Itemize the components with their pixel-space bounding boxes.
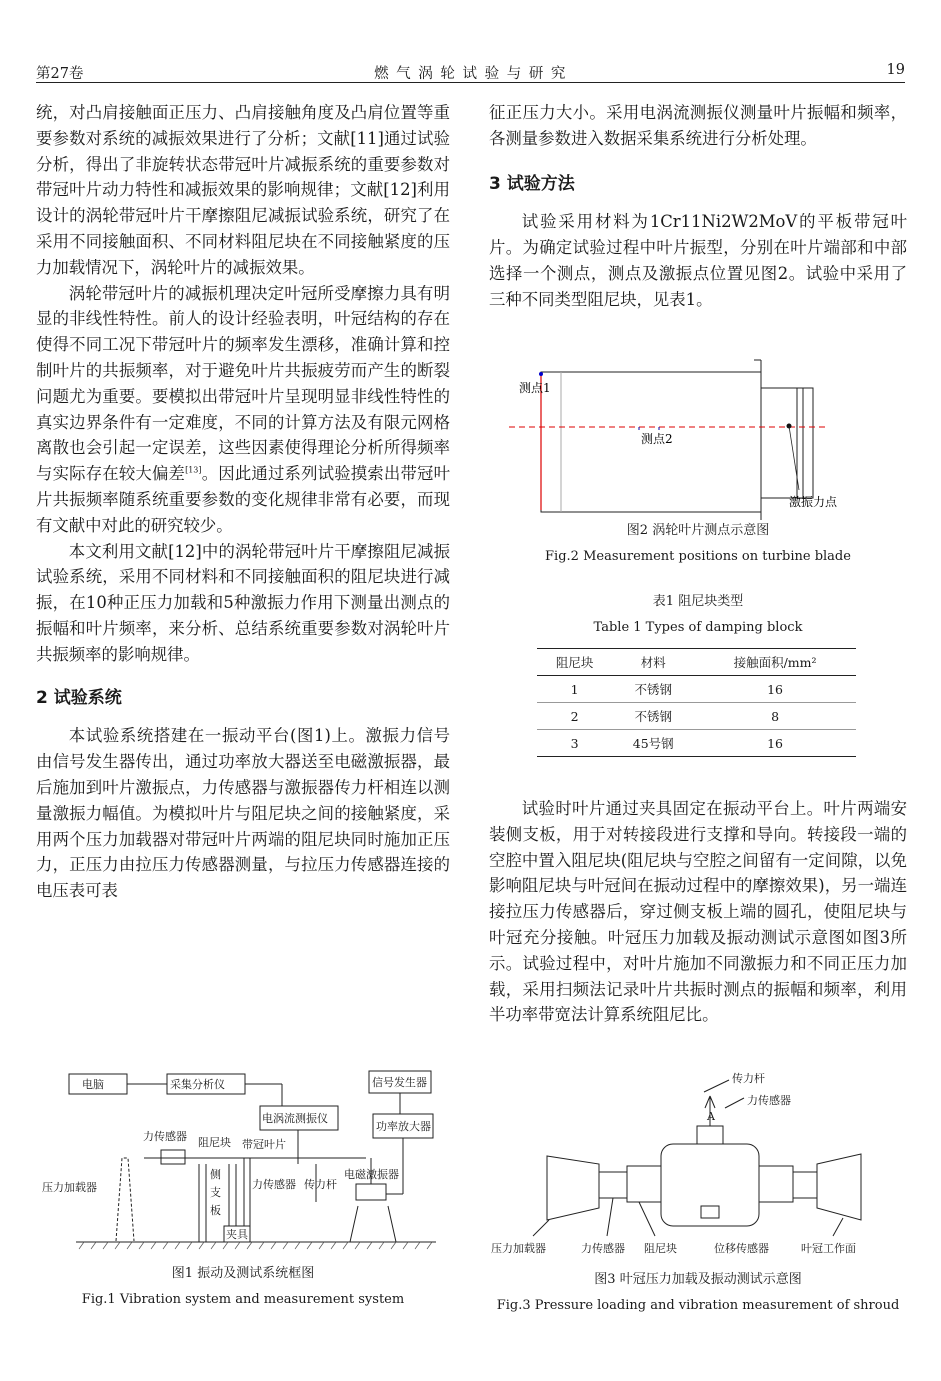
left-loader-shape xyxy=(547,1156,599,1220)
label-press-loader: 压力加载器 xyxy=(491,1242,546,1255)
figure-1-system-diagram xyxy=(36,1066,456,1256)
figure-3-caption xyxy=(489,1270,907,1316)
displacement-sensor xyxy=(701,1206,719,1218)
table-cell: 3 xyxy=(537,730,612,757)
table-1 xyxy=(537,648,856,757)
left-damper xyxy=(627,1166,661,1202)
running-header xyxy=(36,62,905,83)
table-cell: 8 xyxy=(694,703,856,730)
paragraph xyxy=(36,281,450,539)
label-displacement-sensor: 位移传感器 xyxy=(714,1242,769,1255)
label-a: A xyxy=(707,1110,715,1123)
label-point1: 测点1 xyxy=(519,381,551,395)
table-row xyxy=(537,676,856,703)
figure-2-caption xyxy=(489,521,907,567)
right-damper xyxy=(759,1166,793,1202)
caption-cn: 图1 振动及测试系统框图 xyxy=(171,1266,315,1281)
figure-3-pressure-loading-diagram xyxy=(489,1068,909,1260)
caption-en: Table 1 Types of damping block xyxy=(593,620,803,635)
paragraph: 本试验系统搭建在一振动平台(图1)上。激振力信号由信号发生器传出，通过功率放大器送至电磁激振器，最后施加到叶片激振点，力传感器与激振器传力杆相连以测量激振力幅值。为模拟叶片与阻尼块之间的接触紧度，采用两个压力加载器对带冠叶片两端的阻尼块同时施加正压力，正压力由拉压力传感器测量，与拉压力传感器连接的电压表可表 xyxy=(36,726,450,901)
label-support: 支 xyxy=(210,1186,221,1199)
left-force-sensor xyxy=(599,1172,627,1198)
table-1-caption xyxy=(489,592,907,638)
press-loader-shape xyxy=(116,1158,134,1241)
column-header: 阻尼块 xyxy=(537,649,612,676)
table-cell: 45号钢 xyxy=(612,730,694,757)
label-shaker: 电磁激振器 xyxy=(344,1168,399,1181)
table-cell: 16 xyxy=(694,730,856,757)
top-force-sensor xyxy=(697,1126,723,1144)
label-force-sensor: 力传感器 xyxy=(143,1130,187,1143)
right-column xyxy=(489,100,907,313)
section-heading: 2 试验系统 xyxy=(36,687,122,708)
paragraph-text: 。因此通过系列试验摸索出带冠叶片共振频率随系统重要参数的变化规律非常有必要，而现有文献中对此的研究较少。 xyxy=(36,464,451,535)
table-cell: 不锈钢 xyxy=(612,703,694,730)
caption-cn: 图2 涡轮叶片测点示意图 xyxy=(626,523,770,538)
paragraph: 试验采用材料为1Cr11Ni2W2MoV的平板带冠叶片。为确定试验过程中叶片振型，分别在叶片端部和中部选择一个测点，测点及激振点位置见图2。试验中采用了三种不同类型阻尼块，见表1。 xyxy=(489,212,907,309)
citation: [13] xyxy=(185,465,202,475)
right-force-sensor xyxy=(793,1172,817,1198)
paragraph: 试验时叶片通过夹具固定在振动平台上。叶片两端安装侧支板，用于对转接段进行支撑和导向。转接段一端的空腔中置入阻尼块(阻尼块与空腔之间留有一定间隙，以免影响阻尼块与叶冠间在振动过程中的摩擦效果)，另一端连接拉压力传感器后，穿过侧支板上端的圆孔，使阻尼块与叶冠充分接触。叶冠压力加载及振动测试示意图如图3所示。试验过程中，对叶片施加不同激振力和不同正压力加载，采用扫频法记录叶片共振时测点的振幅和频率，利用半功率带宽法计算系统阻尼比。 xyxy=(489,799,907,1025)
label-computer: 电脑 xyxy=(82,1078,104,1091)
paragraph: 统，对凸肩接触面正压力、凸肩接触角度及凸肩位置等重要参数对系统的减振效果进行了分析；文献[11]通过试验分析，得出了非旋转状态带冠叶片减振系统的重要参数对带冠叶片动力特性和减振效果的影响规律；文献[12]利用设计的涡轮带冠叶片干摩擦阻尼减振试验系统，研究了在采用不同接触面积、不同材料阻尼块在不同接触紧度的压力加载情况下，涡轮叶片的减振效果。 xyxy=(36,103,450,277)
label-excitation: 激振力点 xyxy=(789,495,838,509)
label-force-sensor-2: 力传感器 xyxy=(252,1178,296,1191)
label-shroud-blade: 带冠叶片 xyxy=(242,1138,286,1151)
right-column-lower xyxy=(489,796,907,1028)
label-side: 侧 xyxy=(210,1168,221,1181)
table-cell: 1 xyxy=(537,676,612,703)
section-heading: 3 试验方法 xyxy=(489,173,575,194)
blade-root-block xyxy=(661,1144,759,1226)
label-clamp: 夹具 xyxy=(226,1228,248,1241)
label-shroud-face: 叶冠工作面 xyxy=(801,1242,856,1255)
caption-cn: 图3 叶冠压力加载及振动测试示意图 xyxy=(594,1272,802,1287)
caption-en: Fig.1 Vibration system and measurement system xyxy=(81,1292,405,1307)
table-row xyxy=(537,730,856,757)
page-number: 19 xyxy=(886,62,905,78)
paragraph: 本文利用文献[12]中的涡轮带冠叶片干摩擦阻尼减振试验系统，采用不同材料和不同接触面积的阻尼块进行减振，在10种正压力加载和5种激振力作用下测量出测点的振幅和叶片频率，来分析、总结系统重要参数对涡轮叶片共振频率的影响规律。 xyxy=(36,541,450,664)
paragraph-text: 涡轮带冠叶片的减振机理决定叶冠所受摩擦力具有明显的非线性特性。前人的设计经验表明，叶冠结构的存在使得不同工况下带冠叶片的频率发生漂移，准确计算和控制叶片的共振频率，对于避免叶片共振疲劳而产生的断裂问题尤为重要。要模拟出带冠叶片呈现明显非线性特性的真实边界条件有一定难度，不同的计算方法及有限元网格离散也会引起一定误差，这些因素使得理论分析所得频率与实际存在较大偏差 xyxy=(36,283,450,484)
column-header: 接触面积/mm² xyxy=(694,649,856,676)
table-cell: 16 xyxy=(694,676,856,703)
label-point2: 测点2 xyxy=(641,432,673,446)
label-push-rod: 传力杆 xyxy=(732,1072,765,1085)
figure-1-caption xyxy=(36,1264,450,1310)
force-sensor-block xyxy=(161,1150,185,1164)
caption-cn: 表1 阻尼块类型 xyxy=(652,594,744,609)
label-eddy-probe: 电涡流测振仪 xyxy=(262,1112,328,1125)
right-shroud-face xyxy=(817,1154,861,1220)
table-header-row xyxy=(537,649,856,676)
caption-en: Fig.3 Pressure loading and vibration measurement of shroud xyxy=(496,1298,900,1313)
table-cell: 不锈钢 xyxy=(612,676,694,703)
label-damper: 阻尼块 xyxy=(198,1136,231,1149)
shaker-box xyxy=(356,1184,386,1200)
left-column xyxy=(36,100,450,904)
label-damper: 阻尼块 xyxy=(644,1242,677,1255)
table-row xyxy=(537,703,856,730)
label-signal-generator: 信号发生器 xyxy=(372,1076,427,1089)
point1-marker xyxy=(539,372,543,376)
paragraph: 征正压力大小。采用电涡流测振仪测量叶片振幅和频率，各测量参数进入数据采集系统进行分析处理。 xyxy=(489,103,907,148)
label-daq: 采集分析仪 xyxy=(170,1078,225,1091)
shroud-block xyxy=(761,388,813,498)
figure-2-blade-diagram xyxy=(489,350,909,520)
table-cell: 2 xyxy=(537,703,612,730)
column-header: 材料 xyxy=(612,649,694,676)
label-plate: 板 xyxy=(210,1204,221,1217)
label-push-rod: 传力杆 xyxy=(304,1178,337,1191)
label-force-sensor: 力传感器 xyxy=(581,1242,625,1255)
label-press-loader: 压力加载器 xyxy=(42,1181,97,1194)
caption-en: Fig.2 Measurement positions on turbine blade xyxy=(545,549,851,564)
journal-title: 燃 气 涡 轮 试 验 与 研 究 xyxy=(374,66,567,82)
label-amplifier: 功率放大器 xyxy=(376,1120,431,1133)
volume-label: 第27卷 xyxy=(36,66,84,82)
label-force-sensor-top: 力传感器 xyxy=(747,1094,791,1107)
